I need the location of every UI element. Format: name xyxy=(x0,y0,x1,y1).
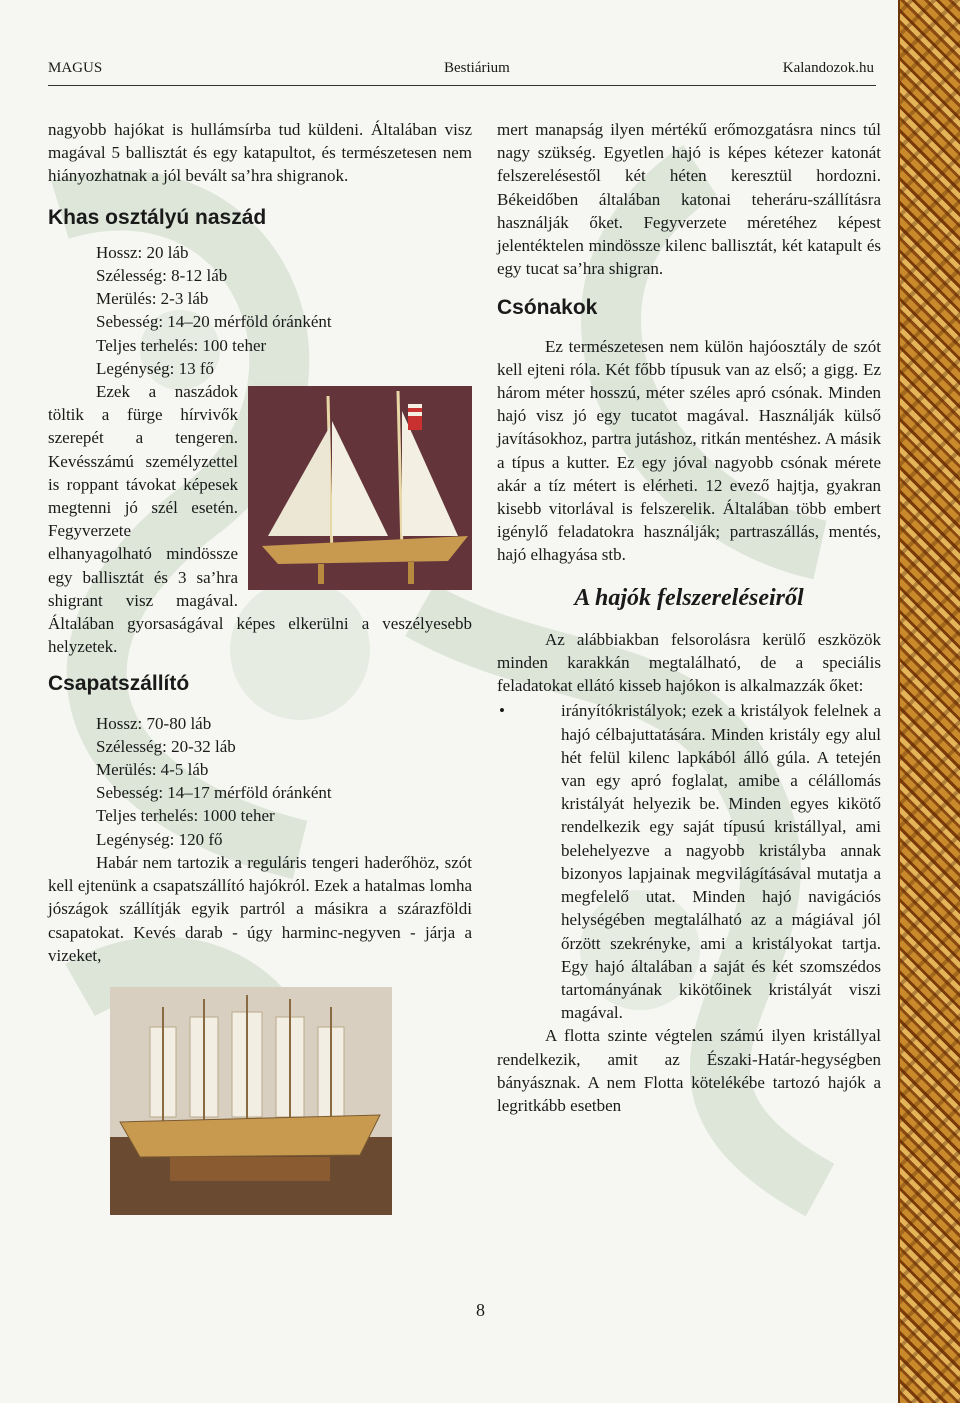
csapat-body-text: Habár nem tartozik a reguláris tengeri haderőhöz, szót kell ejtenünk a csapatszállító hajókról. Ezek a hatalmas lomha jószágok szállítják egyik partról a másikra a szárazföldi csapatokat. Kevés darab - úgy harminc-negyven - járja a vizeket, xyxy=(48,852,472,965)
right-column xyxy=(497,118,881,1117)
bullet-icon: • xyxy=(499,701,505,721)
spec-line: Hossz: 20 láb xyxy=(96,242,189,262)
spec-line: Szélesség: 8-12 láb xyxy=(96,266,228,286)
left-column xyxy=(48,118,472,1215)
continuation-paragraph: mert manapság ilyen mértékű erőmozgatásra nincs túl nagy szükség. Egyetlen hajó is képes kétezer katonát felszerelésestől két héten keresztül hordozni. Békeidőben általában katonai teheráru-szállításra használják őket. Fegyverzete méretéhez képest jelentéktelen mindössze kilenc ballisztát, két katapult és egy tucat sa’hra shigran. xyxy=(497,120,881,279)
header-right: Kalandozok.hu xyxy=(782,60,874,76)
spec-line: Hossz: 70-80 láb xyxy=(96,713,212,733)
intro-paragraph: nagyobb hajókat is hullámsírba tud küldeni. Általában visz magával 5 ballisztát és egy katapultot, és természetesen nem hiányozhatnak a jól bevált sa’hra shigranok. xyxy=(48,120,472,186)
header-left: MAGUS xyxy=(48,60,103,76)
header-rule xyxy=(48,85,876,86)
felszereles-after: A flotta szinte végtelen számú ilyen kristállyal rendelkezik, amit az Északi-Határ-hegységben bányásznak. A nem Flotta kötelékébe tartozó hajók a legritkább esetben xyxy=(497,1026,881,1115)
spec-line: Legénység: 13 fő xyxy=(96,358,215,378)
schooner-model-image xyxy=(248,386,472,590)
khas-body-text: Ezek a naszádok töltik a fürge hírvivők szerepét a tengeren. Kevésszámú személyzettel is roppant távokat képesek megtenni jó szél esetén. Fegyverzete elhanyagolható mindössze egy ballisztát és 3 sa’hra shigrant visz magával. Általában gyorsaságával képes elkerülni a veszélyesebb helyzetek. xyxy=(48,382,472,657)
khas-body xyxy=(48,380,472,658)
section-title-felszereles: A hajók felszereléseiről xyxy=(574,584,804,611)
decorative-border xyxy=(898,0,960,1403)
troopship-model-image xyxy=(110,987,392,1215)
spec-line: Merülés: 4-5 láb xyxy=(96,760,209,780)
csonak-body-text: Ez természetesen nem külön hajóosztály de szót kell ejteni róla. Két főbb típusuk van az első; a gigg. Ez három méter hosszú, méter széles apró csónak. Minden hajó visz jó egy tucatot magával. Használják külső javításokhoz, partra jutáshoz, ritkán mentéshez. A másik a típus a kutter. Ez egy jóval nagyobb csónak mérete akár a tíz métert is elérheti. 12 evező hajtja, gyakran kisebb vitorlával is felszerelik. Általában több embert igénylő feladatokra használják; partraszállás, mentés, hajó elhagyása stb. xyxy=(497,336,881,565)
spec-line: Sebesség: 14–20 mérföld óránként xyxy=(96,312,332,332)
spec-line: Sebesség: 14–17 mérföld óránként xyxy=(96,783,332,803)
khas-specs xyxy=(48,241,472,380)
spec-line: Szélesség: 20-32 láb xyxy=(96,736,236,756)
section-title-csapat: Csapatszállító xyxy=(48,672,190,696)
spec-line: Teljes terhelés: 100 teher xyxy=(96,335,267,355)
list-item xyxy=(497,699,881,1024)
csapat-specs xyxy=(48,712,472,851)
spec-line: Merülés: 2-3 láb xyxy=(96,289,209,309)
bullet-text: irányítókristályok; ezek a kristályok felelnek a hajó célbajuttatására. Minden kristály egy alul hét felül kilenc lapkából álló gúla. A tetején van egy apró foglalat, amibe a célállomás kristályát helyezik be. Minden egyes kikötő rendelkezik egy saját típusú kristállyal, ami belehelyezve a nagyobb kristályba annak bizonyos lapjainak megvilágításával mutatja a megfelelő utat. Minden hajó navigációs helységében megtalálható az a mágiával jól őrzött szekrényke, ami a kristályokat tartja. Egy hajó általában a saját és két szomszédos tartományának kikötőinek kristályát viszi magával. xyxy=(561,701,881,1023)
spec-line: Teljes terhelés: 1000 teher xyxy=(96,806,275,826)
section-title-csonak: Csónakok xyxy=(497,296,598,320)
header-center: Bestiárium xyxy=(444,60,510,76)
page-number: 8 xyxy=(476,1300,485,1320)
felszereles-intro: Az alábbiakban felsorolásra kerülő eszközök minden karakkán megtalálható, de a speciális feladatokat ellátó kisseb hajókon is alkalmazzák őket: xyxy=(497,629,881,696)
section-title-khas: Khas osztályú naszád xyxy=(48,205,267,229)
spec-line: Legénység: 120 fő xyxy=(96,829,223,849)
